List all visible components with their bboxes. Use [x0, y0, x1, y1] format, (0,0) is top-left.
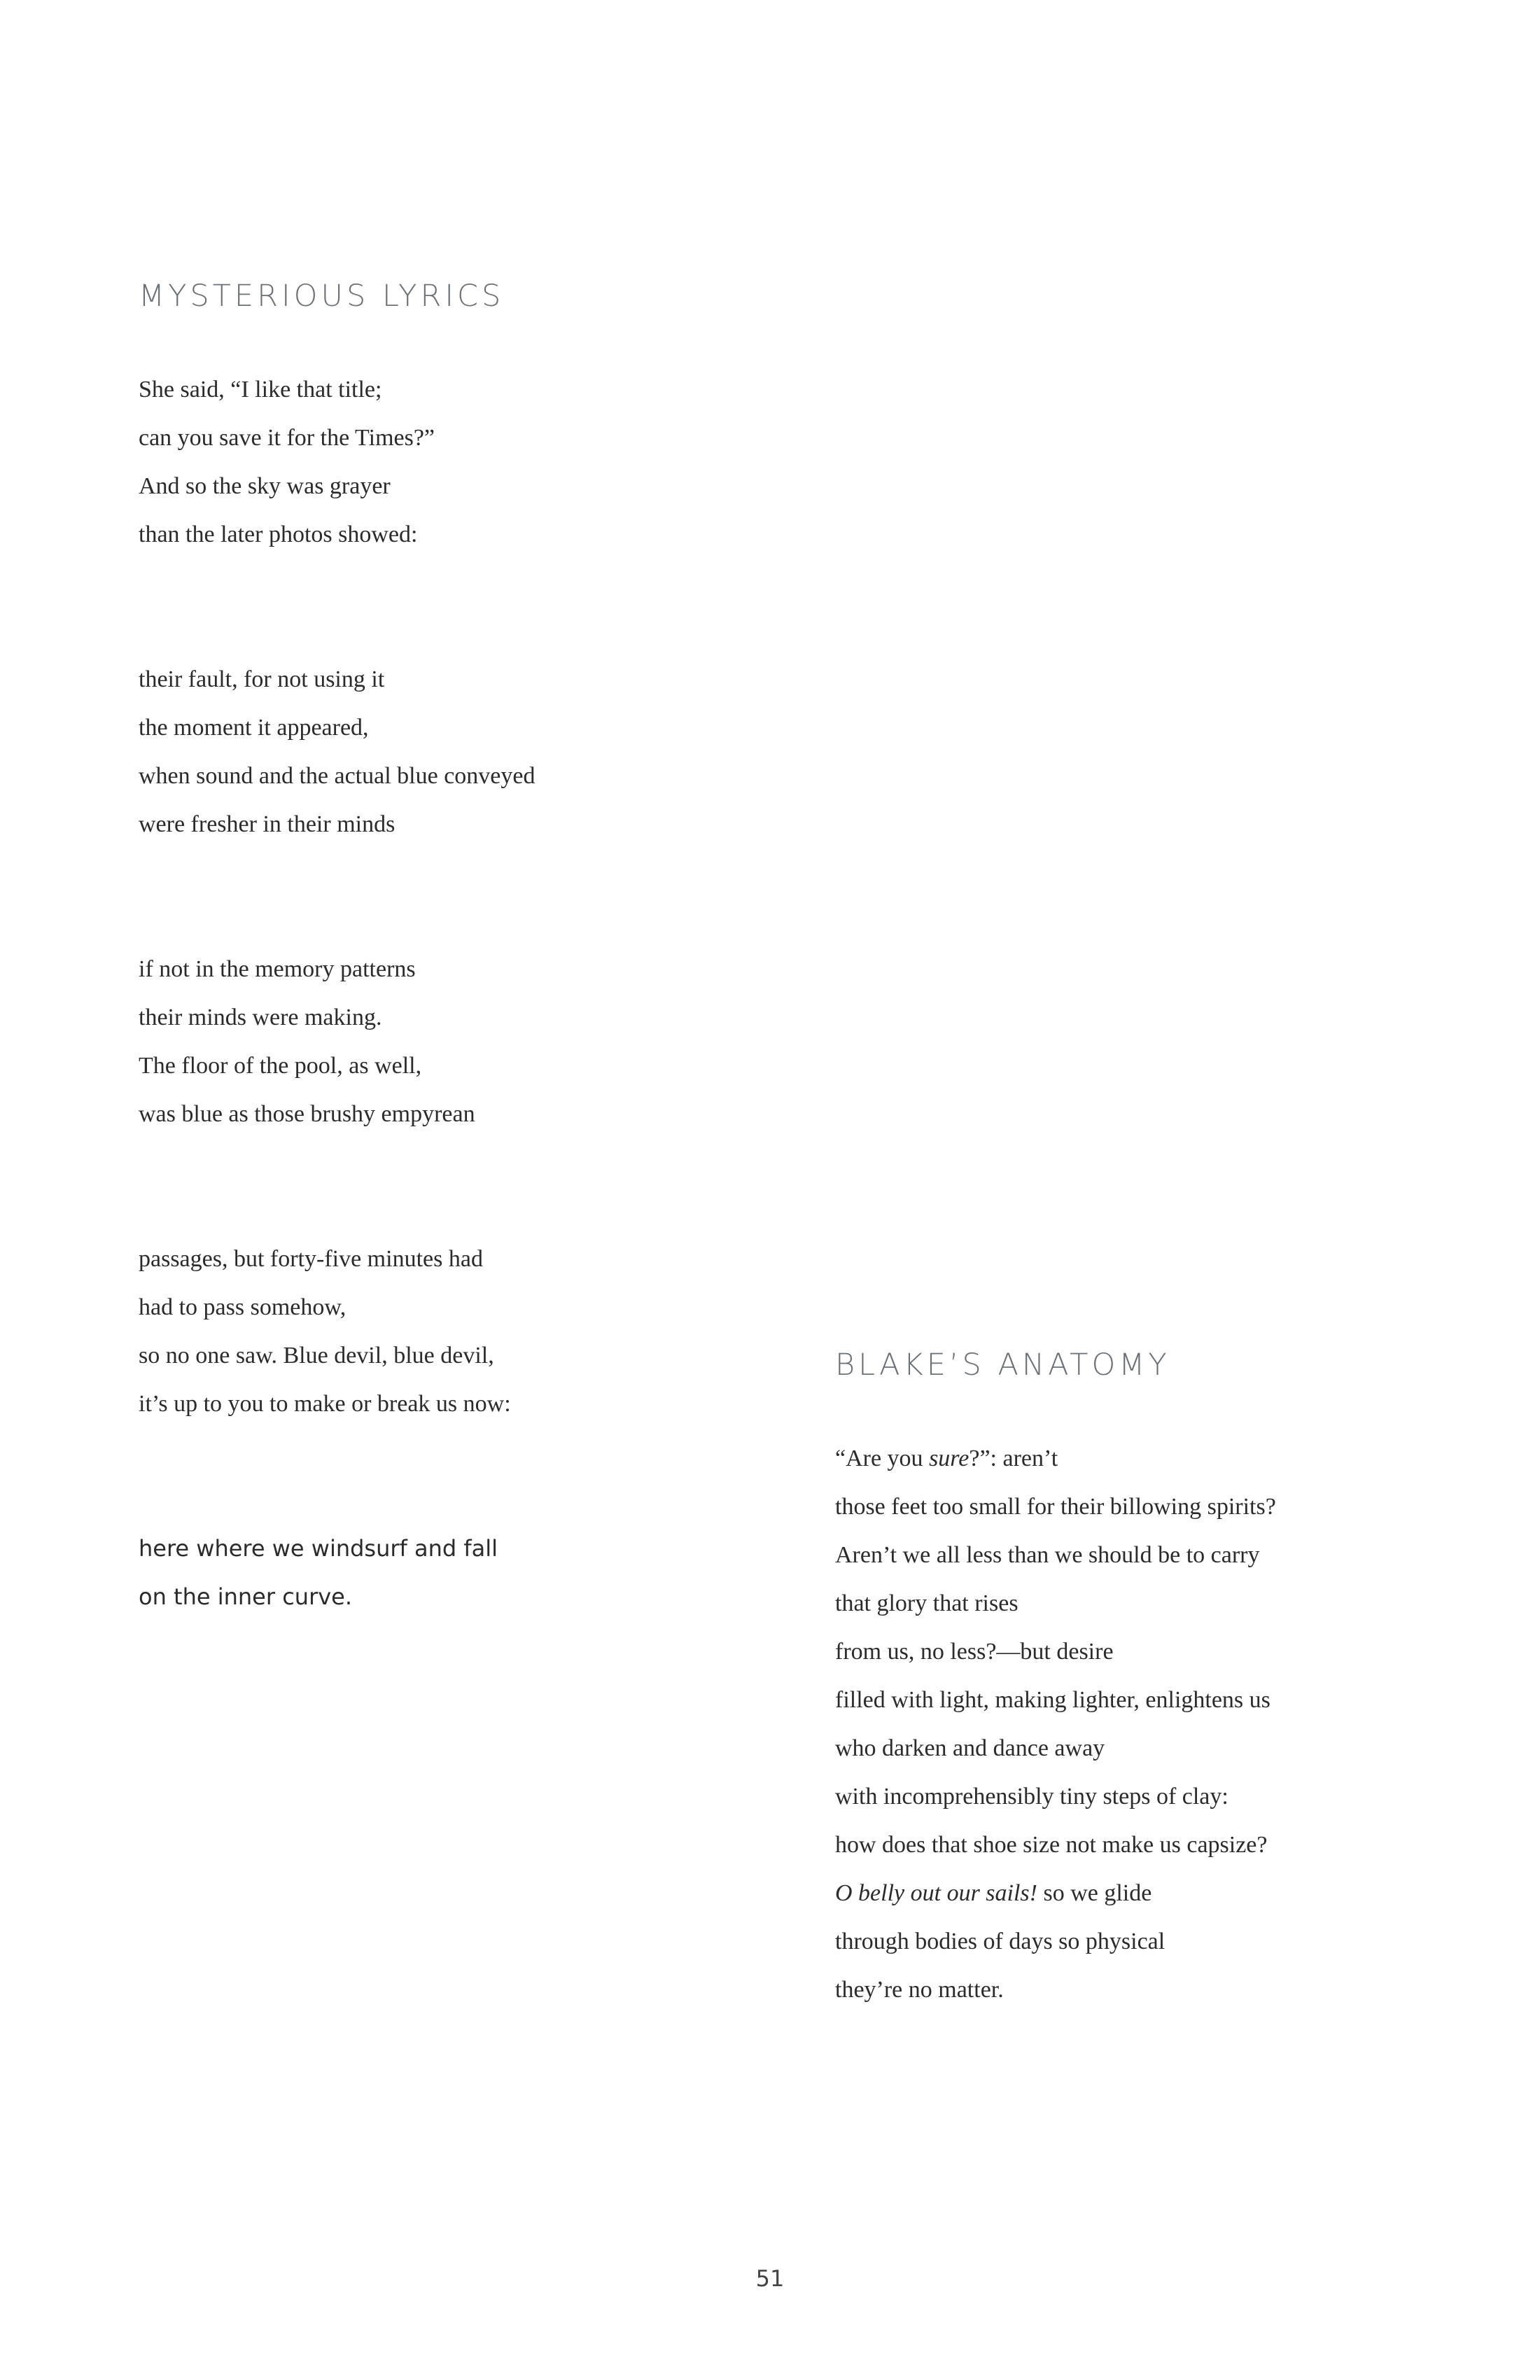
poem-line: from us, no less?—but desire [835, 1639, 1114, 1665]
poem-line: here where we windsurf and fall [139, 1535, 498, 1562]
poem-line [835, 1434, 1465, 1483]
poem-line: filled with light, making lighter, enlightens us [835, 1687, 1270, 1713]
poem-line: the moment it appeared, [139, 715, 369, 741]
poem-line: those feet too small for their billowing spirits? [835, 1494, 1276, 1520]
emphasis-text: O belly out our sails! [835, 1880, 1037, 1906]
poem-line: they’re no matter. [835, 1977, 1004, 2003]
poem-line: through bodies of days so physical [835, 1928, 1166, 1954]
emphasis-text: sure [929, 1446, 969, 1471]
poem-mysterious-lyrics [139, 273, 769, 1621]
poem-line: when sound and the actual blue conveyed [139, 763, 536, 789]
poem-title: MYSTERIOUS LYRICS [139, 279, 505, 314]
line-text: so we glide [1037, 1880, 1152, 1906]
poem-line: The floor of the pool, as well, [139, 1053, 422, 1079]
poem-body [139, 365, 769, 1621]
poem-line: if not in the memory patterns [139, 956, 416, 982]
page-number: 51 [755, 2265, 785, 2292]
poem-line: And so the sky was grayer [139, 473, 391, 499]
poem-body [835, 1434, 1465, 2014]
stanza [139, 945, 769, 1138]
stanza [139, 1235, 769, 1428]
poem-line: how does that shoe size not make us capsize? [835, 1832, 1268, 1858]
line-text: “Are you [835, 1446, 930, 1471]
poem-line: were fresher in their minds [139, 811, 396, 837]
poem-line: that glory that rises [835, 1590, 1018, 1616]
poem-line: who darken and dance away [835, 1735, 1105, 1761]
stanza [139, 655, 769, 848]
poem-line: had to pass somehow, [139, 1294, 346, 1320]
poem-line: passages, but forty-five minutes had [139, 1246, 483, 1272]
line-text: ?”: aren’t [969, 1446, 1058, 1471]
poem-line [835, 1869, 1465, 1917]
poem-title: BLAKE’S ANATOMY [835, 1348, 1170, 1382]
stanza [139, 365, 769, 559]
poem-line: so no one saw. Blue devil, blue devil, [139, 1343, 494, 1368]
poem-line: She said, “I like that title; [139, 377, 382, 402]
poem-line: their fault, for not using it [139, 666, 385, 692]
poem-line: it’s up to you to make or break us now: [139, 1391, 511, 1417]
poem-line: Aren’t we all less than we should be to carry [835, 1542, 1260, 1568]
poem-line: was blue as those brushy empyrean [139, 1101, 475, 1127]
poem-line: can you save it for the Times?” [139, 425, 435, 451]
poem-line: with incomprehensibly tiny steps of clay: [835, 1784, 1228, 1809]
stanza [139, 1525, 769, 1621]
poem-line: on the inner curve. [139, 1583, 353, 1610]
poem-blakes-anatomy [835, 1342, 1465, 2014]
poem-line: their minds were making. [139, 1004, 382, 1030]
poem-line: than the later photos showed: [139, 522, 418, 547]
